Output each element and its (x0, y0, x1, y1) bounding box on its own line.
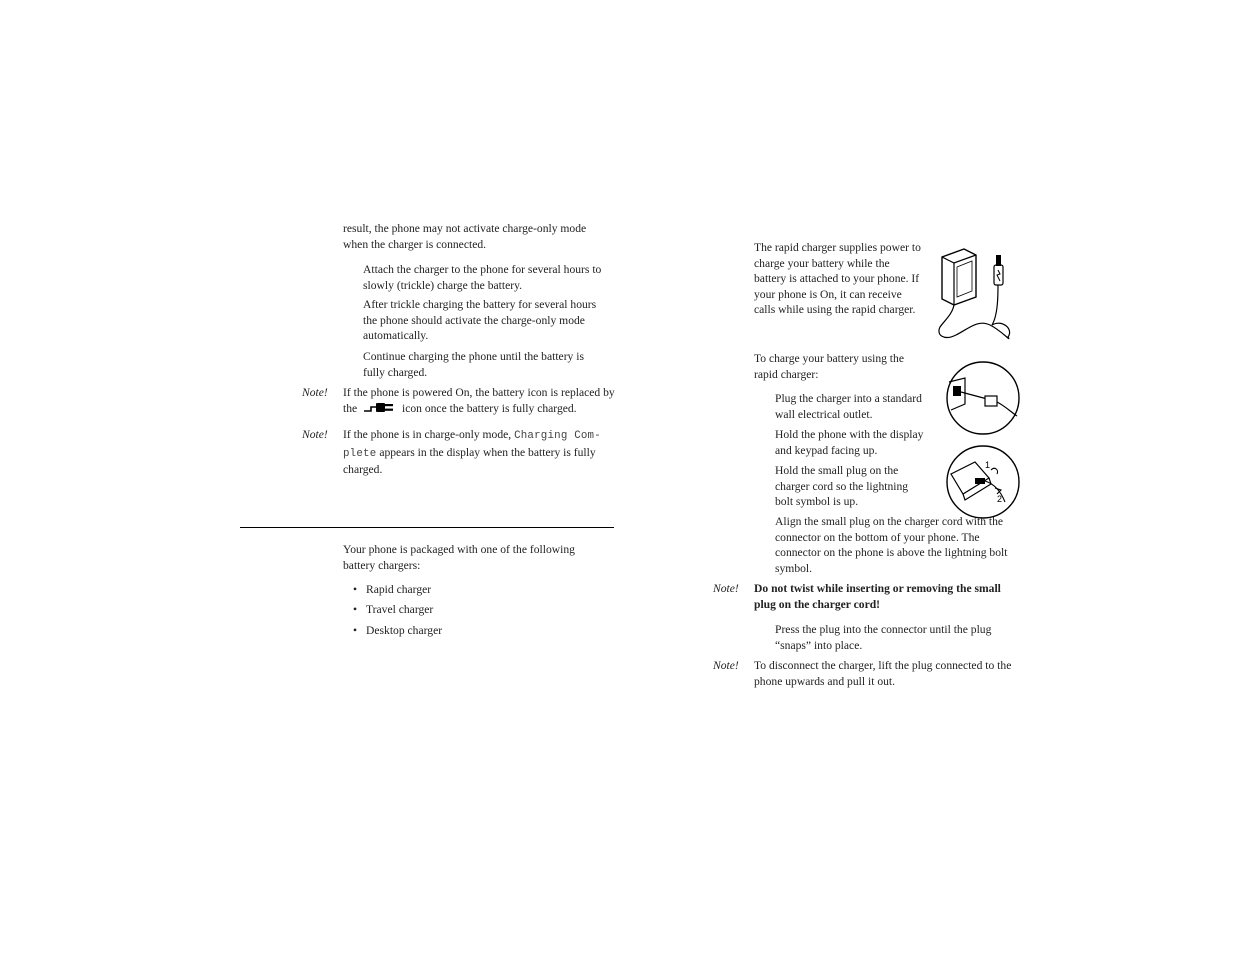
step-1-text: Attach the charger to the phone for several hours to slowly (trickle) charge the battery. (363, 263, 602, 292)
rapid-charger-intro (754, 240, 924, 318)
figure-label-2: 2 (997, 494, 1003, 504)
step-align-plug (775, 514, 1025, 576)
note-label: Note! (713, 659, 739, 672)
note-do-not-twist (754, 581, 1014, 612)
list-item (353, 623, 443, 639)
step-plug-charger-text: Plug the charger into a standard wall electrical outlet. (775, 392, 922, 421)
charge-lead (754, 351, 919, 382)
bullet-icon: • (353, 583, 358, 596)
packaged-text-content: Your phone is packaged with one of the following battery chargers: (343, 543, 575, 572)
charger-plug-icon (363, 402, 397, 413)
list-item (353, 602, 434, 618)
note-charge-only-text-b: appears in the display when the battery is fully charged. (343, 445, 596, 477)
note-disconnect-text: To disconnect the charger, lift the plug connected to the phone upwards and pull it out. (754, 659, 1012, 688)
list-item-label: Desktop charger (366, 624, 443, 637)
step-3 (363, 349, 608, 380)
step-press-plug (775, 622, 1015, 653)
step-1 (363, 262, 615, 293)
phone-connector-illustration (945, 444, 1021, 520)
charge-lead-text: To charge your battery using the rapid charger: (754, 352, 904, 381)
charging-complete-display-text: Charging Com-plete (343, 430, 601, 460)
step-hold-plug (775, 463, 925, 510)
note-charge-only-text-a: If the phone is in charge-only mode, (343, 428, 512, 441)
note-battery-icon (343, 385, 615, 416)
step-plug-charger (775, 391, 935, 422)
note-label: Note! (713, 582, 739, 595)
figure-label-1: 1 (985, 460, 991, 470)
note-do-not-twist-text: Do not twist while inserting or removing the small plug on the charger cord! (754, 582, 1001, 611)
list-item-label: Travel charger (366, 603, 434, 616)
list-item (353, 582, 432, 598)
step-2-text: After trickle charging the battery for several hours the phone should activate the charge-only mode automatically. (363, 298, 597, 343)
bullet-icon: • (353, 603, 358, 616)
step-press-plug-text: Press the plug into the connector until the plug “snaps” into place. (775, 623, 992, 652)
rapid-charger-illustration (934, 245, 1014, 345)
step-hold-plug-text: Hold the small plug on the charger cord so the lightning bolt symbol is up. (775, 464, 909, 509)
note-disconnect (754, 658, 1026, 689)
intro-text-content: result, the phone may not activate charge-only mode when the charger is connected. (343, 222, 587, 251)
rapid-charger-intro-text: The rapid charger supplies power to charge your battery while the battery is attached to your phone. If your phone is On, it can receive calls while using the rapid charger. (754, 241, 921, 317)
step-align-plug-text: Align the small plug on the charger cord with the connector on the bottom of your phone. The connector on the phone is above the lightning bolt symbol. (775, 515, 1008, 575)
step-2 (363, 297, 611, 344)
list-item-label: Rapid charger (366, 583, 432, 596)
note-battery-icon-text-a: If the phone is powered On, the battery icon is replaced by the (343, 386, 615, 415)
note-label: Note! (302, 428, 328, 441)
step-hold-phone-text: Hold the phone with the display and keypad facing up. (775, 428, 924, 457)
step-3-text: Continue charging the phone until the battery is fully charged. (363, 350, 584, 379)
bullet-icon: • (353, 624, 358, 637)
note-charge-only (343, 427, 615, 478)
note-label: Note! (302, 386, 328, 399)
note-battery-icon-text-b: icon once the battery is fully charged. (401, 401, 577, 415)
packaged-text (343, 542, 608, 573)
step-hold-phone (775, 427, 925, 458)
wall-outlet-illustration (945, 360, 1021, 436)
section-divider (240, 527, 614, 528)
intro-text (343, 221, 613, 252)
